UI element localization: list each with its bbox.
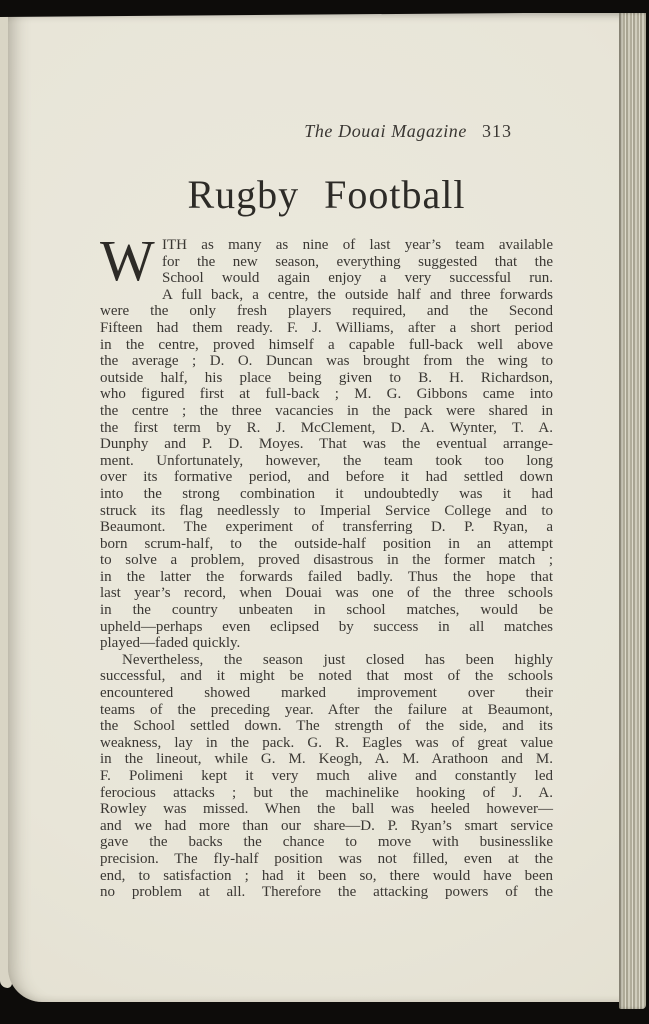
text-line: ITH as many as nine of last year’s team available	[162, 237, 553, 253]
text-line: outside half, his place being given to B. H. Richardson,	[100, 369, 553, 386]
text-line: to solve a problem, proved disastrous in the former match ;	[100, 552, 553, 569]
text-line: weakness, lay in the pack. G. R. Eagles was of great value	[100, 734, 553, 751]
text-line: Fifteen had them ready. F. J. Williams, after a short period	[100, 319, 553, 336]
article-body	[100, 228, 553, 901]
text-line: the first term by R. J. McClement, D. A. Wynter, T. A.	[100, 419, 553, 436]
text-line: in the country unbeaten in school matches, would be	[100, 602, 553, 619]
magazine-page	[8, 13, 645, 1002]
article-title: Rugby Football	[187, 172, 466, 217]
text-line: the School settled down. The strength of the side, and its	[100, 718, 553, 735]
text-line: over its formative period, and before it had settled down	[100, 469, 553, 486]
text-line: into the strong combination it undoubtedly was it had	[100, 485, 553, 502]
text-line: Nevertheless, the season just closed has been highly	[122, 651, 553, 668]
text-line: F. Polimeni kept it very much alive and constantly led	[100, 768, 553, 784]
text-line: Dunphy and P. D. Moyes. That was the eventual arrange-	[100, 436, 553, 453]
text-line: A full back, a centre, the outside half and three forwards	[162, 286, 553, 303]
text-line: for the new season, everything suggested that the	[162, 253, 553, 270]
text-line: gave the backs the chance to move with businesslike	[100, 834, 553, 851]
text-line: successful, and it might be noted that most of the schools	[100, 668, 553, 685]
text-line: born scrum-half, to the outside-half position in an attempt	[100, 535, 553, 552]
magazine-title: The Douai Magazine	[304, 121, 467, 141]
text-line: were the only fresh players required, and the Second	[100, 303, 553, 320]
text-line: in the latter the forwards failed badly. Thus the hope that	[100, 568, 553, 585]
text-line: end, to satisfaction ; had it been so, there would have been	[100, 867, 553, 884]
text-line: ment. Unfortunately, however, the team took too long	[100, 452, 553, 469]
text-line: played—faded quickly.	[100, 635, 241, 652]
text-line: and we had more than our share—D. P. Ryan’s smart service	[100, 817, 553, 834]
drop-cap: W	[100, 228, 155, 293]
text-line: Beaumont. The experiment of transferring D. P. Ryan, a	[100, 519, 553, 536]
text-line: ferocious attacks ; but the machinelike hooking of J. A.	[100, 784, 553, 801]
text-line: upheld—perhaps even eclipsed by success in all matches	[100, 618, 553, 635]
paragraph	[100, 228, 553, 652]
text-line: teams of the preceding year. After the failure at Beaumont,	[100, 701, 553, 718]
text-line: encountered showed marked improvement over their	[100, 685, 553, 702]
text-line: who figured first at full-back ; M. G. Gibbons came into	[100, 386, 553, 403]
page-number: 313	[482, 121, 512, 141]
text-line: last year’s record, when Douai was one of the three schools	[100, 585, 553, 602]
page-stack-edges	[619, 13, 646, 1009]
text-line: the centre ; the three vacancies in the pack were shared in	[100, 402, 553, 419]
text-line: the average ; D. O. Duncan was brought from the wing to	[100, 353, 553, 370]
text-line: precision. The fly-half position was not filled, even at the	[100, 850, 553, 867]
text-line: no problem at all. Therefore the attacking powers of the	[100, 884, 553, 901]
text-line: struck its flag needlessly to Imperial Service College and to	[100, 502, 553, 519]
text-line: Rowley was missed. When the ball was heeled however—	[100, 801, 553, 818]
text-line: in the centre, proved himself a capable full-back well above	[100, 336, 553, 353]
paragraph	[100, 652, 553, 901]
text-line: School would again enjoy a very successful run.	[162, 270, 553, 287]
text-line: in the lineout, while G. M. Keogh, A. M. Arathoon and M.	[100, 751, 553, 768]
running-head	[100, 120, 512, 142]
